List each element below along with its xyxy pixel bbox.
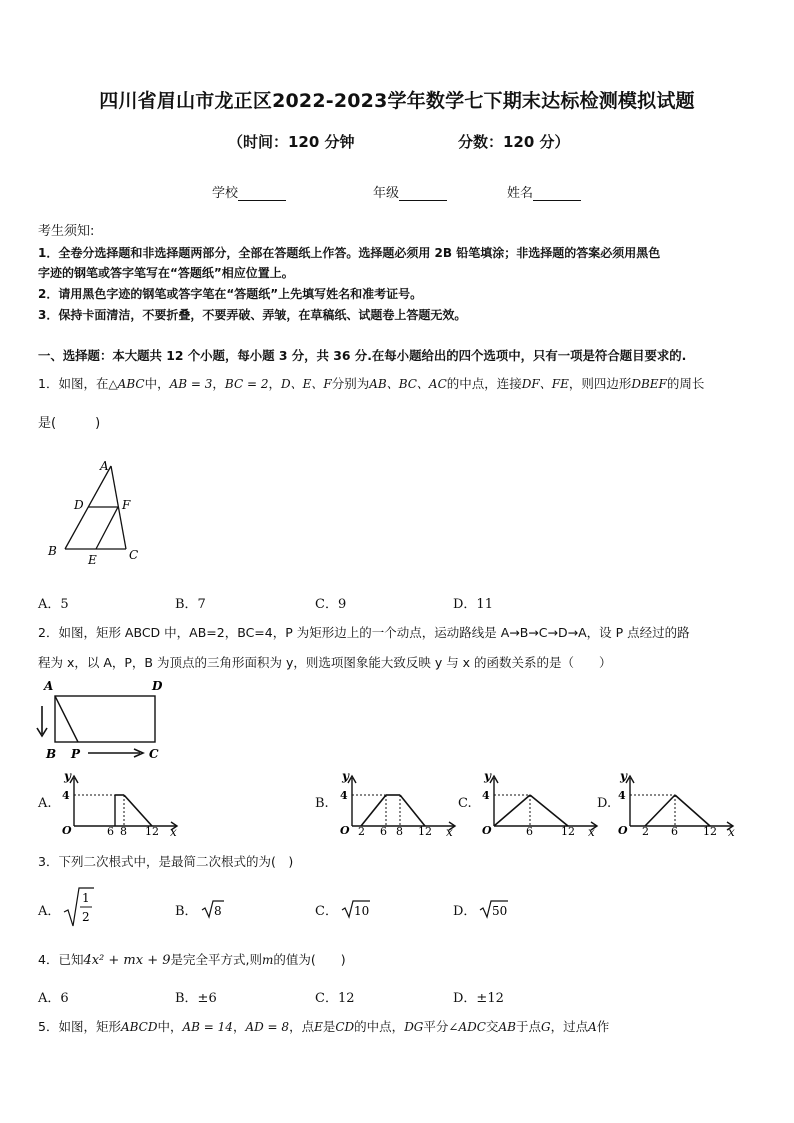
q3-b-radicand: 8: [214, 904, 222, 918]
graph-d-origin: O: [618, 824, 628, 836]
q3-option-b-radical: [200, 898, 226, 920]
graph-d-y-label: y: [620, 770, 627, 783]
q2-option-d[interactable]: D.: [597, 796, 612, 811]
school-label: 学校: [212, 186, 239, 201]
q1-label-b: B: [48, 544, 57, 558]
q1-text-line2: 是( ): [38, 416, 101, 431]
q3-d-radicand: 50: [492, 904, 508, 918]
school-field[interactable]: [212, 182, 286, 201]
exam-time: （时间：120 分钟: [228, 133, 355, 151]
grade-field[interactable]: [373, 182, 447, 201]
graph-a-y-label: y: [64, 770, 71, 783]
q4-text: 4．已知4x² + mx + 9是完全平方式,则m的值为( ): [38, 952, 346, 968]
graph-a-tick: 8: [120, 825, 127, 836]
q2-label-c: C: [149, 747, 159, 761]
graph-a-x-label: x: [170, 825, 177, 836]
q1-option-b[interactable]: B．7: [175, 597, 206, 612]
graph-b-tick: 6: [380, 825, 387, 836]
q2-label-b: B: [46, 747, 57, 761]
q4-option-d[interactable]: D．±12: [453, 991, 504, 1006]
q2-label-a: A: [44, 679, 54, 693]
graph-c-y-label: y: [484, 770, 491, 783]
graph-d-tick: 6: [671, 825, 678, 836]
q4-option-c[interactable]: C．12: [315, 991, 355, 1006]
q5-text: 5．如图，矩形ABCD中，AB = 14，AD = 8，点E是CD的中点，DG平分∠ADC交AB于点G，过点A作: [38, 1019, 610, 1034]
graph-b-tick: 8: [396, 825, 403, 836]
graph-b-tick-4: 4: [340, 789, 348, 802]
q3-a-denominator: 2: [82, 910, 90, 924]
q4-option-a[interactable]: A．6: [38, 991, 69, 1006]
q1-label-f: F: [122, 498, 131, 512]
q2-option-c[interactable]: C.: [458, 796, 472, 811]
q2-label-d: D: [152, 679, 163, 693]
q2-graph-b: [336, 770, 461, 836]
page-title: 四川省眉山市龙正区2022-2023学年数学七下期末达标检测模拟试题: [99, 90, 695, 112]
name-label: 姓名: [507, 186, 534, 201]
graph-b-tick: 12: [418, 825, 432, 836]
graph-d-tick-4: 4: [618, 789, 626, 802]
q1-option-c[interactable]: C．9: [315, 597, 347, 612]
name-field[interactable]: [507, 182, 581, 201]
notice-item-1: 1．全卷分选择题和非选择题两部分，全部在答题纸上作答。选择题必须用 2B 铅笔填涂；非选择题的答案必须用黑色: [38, 246, 661, 260]
graph-a-tick: 6: [107, 825, 114, 836]
q1-label-e: E: [88, 553, 97, 567]
grade-label: 年级: [373, 186, 400, 201]
graph-c-tick-4: 4: [482, 789, 490, 802]
q1-label-a: A: [100, 459, 109, 473]
q3-option-b-label[interactable]: B．: [175, 904, 198, 919]
graph-b-tick: 2: [358, 825, 365, 836]
q1-label-d: D: [74, 498, 84, 512]
q3-option-a-radical: [62, 884, 96, 930]
q3-option-d-radical: [478, 898, 510, 920]
q3-text: 3．下列二次根式中，是最简二次根式的为( ): [38, 854, 294, 869]
graph-b-y-label: y: [342, 770, 349, 783]
notice-heading: 考生须知:: [38, 224, 95, 239]
graph-b-origin: O: [340, 824, 350, 836]
graph-d-x-label: x: [728, 825, 735, 836]
q3-c-radicand: 10: [354, 904, 370, 918]
q1-text: 1．如图，在△ABC中，AB = 3，BC = 2，D、E、F分别为AB、BC、AC的中点，连接DF、FE，则四边形DBEF的周长: [38, 376, 705, 391]
graph-c-tick: 6: [526, 825, 533, 836]
q3-a-numerator: 1: [82, 891, 90, 905]
graph-d-tick: 12: [703, 825, 717, 836]
notice-item-2: 2．请用黑色字迹的钢笔或答字笔在“答题纸”上先填写姓名和准考证号。: [38, 287, 423, 301]
graph-c-origin: O: [482, 824, 492, 836]
q1-option-a[interactable]: A．5: [38, 597, 69, 612]
q2-graph-a: [58, 770, 183, 836]
q2-text-line1: 2．如图，矩形 ABCD 中，AB=2，BC=4，P 为矩形边上的一个动点，运动路线是 A→B→C→D→A，设 P 点经过的路: [38, 625, 690, 640]
graph-b-x-label: x: [446, 825, 453, 836]
q2-option-b[interactable]: B.: [315, 796, 329, 811]
q1-label-c: C: [129, 548, 139, 562]
q2-graph-c: [478, 770, 603, 836]
q1-triangle-figure: [40, 455, 150, 570]
graph-a-origin: O: [62, 824, 72, 836]
graph-c-tick: 12: [561, 825, 575, 836]
q2-option-a[interactable]: A.: [38, 796, 52, 811]
q3-option-c-label[interactable]: C．: [315, 904, 338, 919]
notice-item-1-cont: 字迹的钢笔或答字笔写在“答题纸”相应位置上。: [38, 266, 294, 280]
q3-option-d-label[interactable]: D．: [453, 904, 477, 919]
graph-c-x-label: x: [588, 825, 595, 836]
graph-a-tick-4: 4: [62, 789, 70, 802]
q2-text-line2: 程为 x，以 A，P，B 为顶点的三角形面积为 y，则选项图象能大致反映 y 与 x 的函数关系的是（ ）: [38, 655, 612, 670]
q2-label-p: P: [71, 747, 81, 761]
q3-option-a-label[interactable]: A．: [38, 904, 61, 919]
q2-graph-d: [614, 770, 742, 836]
q1-option-d[interactable]: D．11: [453, 597, 493, 612]
q3-option-c-radical: [340, 898, 372, 920]
graph-d-tick: 2: [642, 825, 649, 836]
notice-item-3: 3．保持卡面清洁，不要折叠，不要弄破、弄皱，在草稿纸、试题卷上答题无效。: [38, 308, 467, 322]
q4-option-b[interactable]: B．±6: [175, 991, 217, 1006]
graph-a-tick: 12: [145, 825, 159, 836]
exam-score: 分数：120 分）: [458, 133, 570, 151]
section-heading: 一、选择题：本大题共 12 个小题，每小题 3 分，共 36 分.在每小题给出的四个选项中，只有一项是符合题目要求的.: [38, 348, 687, 363]
q2-rectangle-figure: [30, 676, 175, 766]
